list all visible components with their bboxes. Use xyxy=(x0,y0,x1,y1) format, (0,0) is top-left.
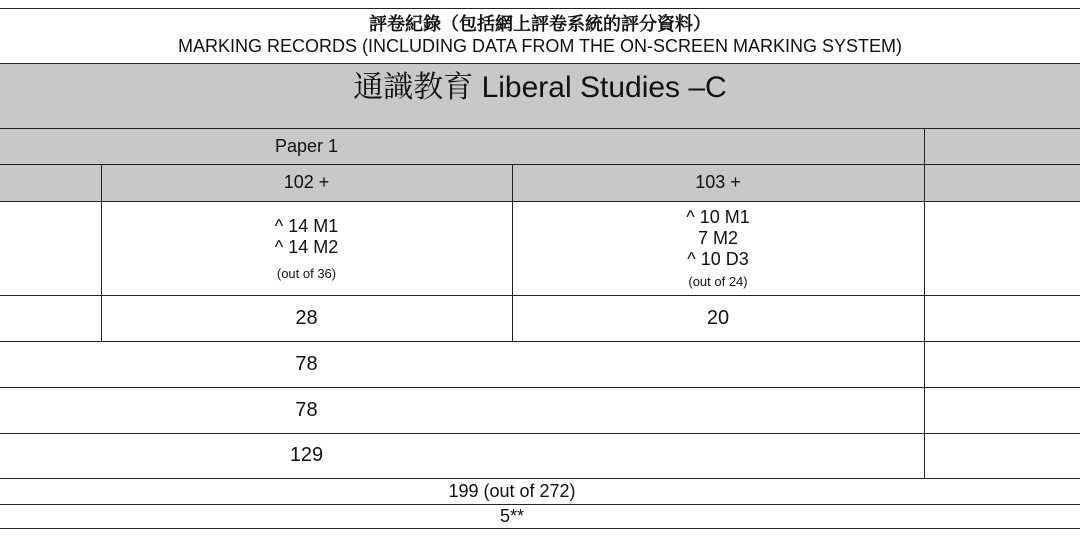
rule-line xyxy=(0,128,1080,129)
rule-line xyxy=(0,164,1080,165)
column-divider xyxy=(101,164,102,341)
subject-title: 通識教育 Liberal Studies –C xyxy=(353,71,727,104)
question-102-label: 102 + xyxy=(283,172,330,192)
mark-line: 7 M2 xyxy=(697,228,739,248)
total-value: 129 xyxy=(289,444,324,466)
mark-line: ^ 14 M1 xyxy=(274,215,339,236)
total-row-1 xyxy=(0,341,613,387)
overall-total-row xyxy=(0,478,1024,504)
column-divider xyxy=(924,128,925,478)
rule-line xyxy=(0,528,1080,529)
rule-line xyxy=(0,478,1080,479)
rule-line xyxy=(0,8,1080,9)
total-row-2 xyxy=(0,387,613,433)
mark-line: ^ 10 D3 xyxy=(687,249,749,269)
column-divider xyxy=(512,164,513,341)
overall-grade: 5** xyxy=(499,505,525,526)
out-of-note: (out of 36) xyxy=(276,265,337,281)
out-of-note: (out of 24) xyxy=(688,274,748,289)
total-value: 78 xyxy=(295,398,318,421)
rule-line xyxy=(0,295,1080,296)
rule-line xyxy=(0,504,1080,505)
score-value: 28 xyxy=(295,306,318,329)
rule-line xyxy=(0,387,1080,388)
score-value: 20 xyxy=(706,306,730,329)
rule-line xyxy=(0,341,1080,342)
rule-line xyxy=(0,201,1080,202)
records-title-en: MARKING RECORDS (INCLUDING DATA FROM THE ON-SCREEN MARKING SYSTEM) xyxy=(177,36,903,56)
overall-total: 199 (out of 272) xyxy=(448,480,576,501)
question-103-marks xyxy=(512,201,924,295)
total-value: 78 xyxy=(295,352,318,375)
rule-line xyxy=(0,433,1080,434)
paper-label-cell xyxy=(0,128,613,164)
records-title-zh: 評卷紀錄（包括網上評卷系統的評分資料） xyxy=(369,14,711,34)
rule-line xyxy=(0,63,1080,64)
subject-banner xyxy=(0,64,1080,128)
records-header xyxy=(0,8,1080,62)
question-102-header xyxy=(101,164,512,201)
mark-line: ^ 14 M2 xyxy=(274,236,339,257)
question-102-marks xyxy=(101,201,512,295)
total-row-3 xyxy=(0,433,613,478)
question-103-label: 103 + xyxy=(695,172,741,192)
overall-grade-row xyxy=(0,504,1024,528)
question-103-score xyxy=(512,295,924,341)
question-103-header xyxy=(512,164,924,201)
question-102-score xyxy=(101,295,512,341)
paper-label: Paper 1 xyxy=(274,135,339,156)
mark-line: ^ 10 M1 xyxy=(686,207,750,227)
